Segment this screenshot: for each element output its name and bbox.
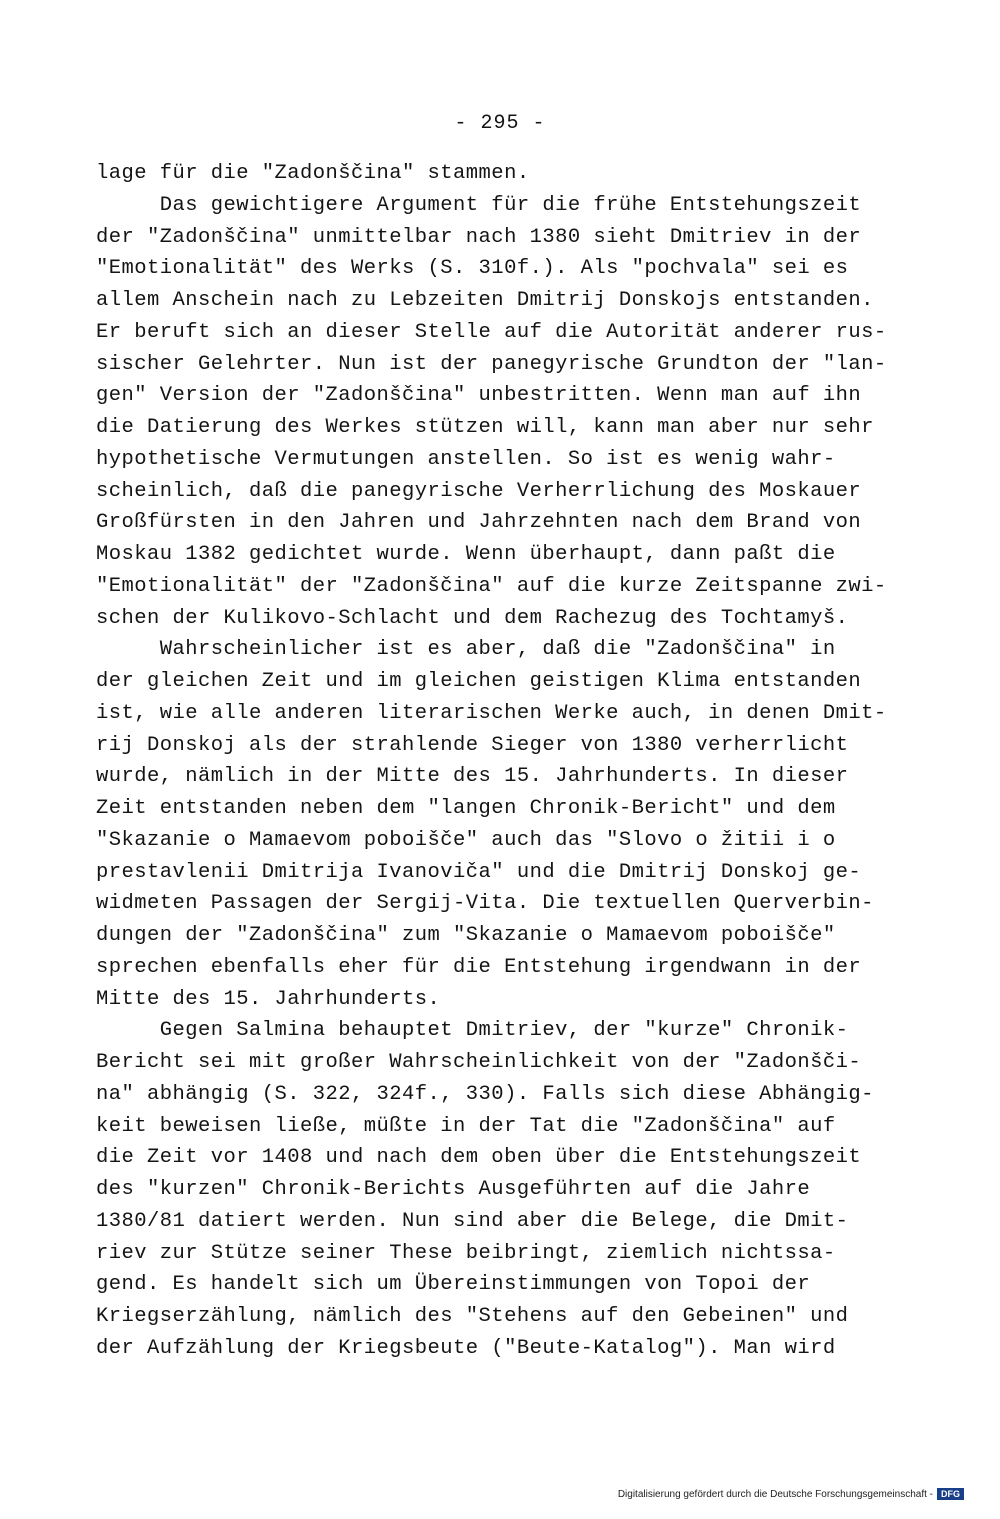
text-line: Zeit entstanden neben dem "langen Chronik-Bericht" und dem [96,797,836,820]
text-line: des "kurzen" Chronik-Berichts Ausgeführten auf die Jahre [96,1178,811,1201]
text-line: gend. Es handelt sich um Übereinstimmungen von Topoi der [96,1273,811,1297]
text-line: schen der Kulikovo-Schlacht und dem Rachezug des Tochtamyš. [96,606,849,630]
text-line: die Zeit vor 1408 und nach dem oben über die Entstehungszeit [96,1146,862,1170]
text-line: 1380/81 datiert werden. Nun sind aber die Belege, die Dmit- [96,1209,849,1233]
footer [618,1488,964,1500]
text-line: "Emotionalität" des Werks (S. 310f.). Als "pochvala" sei es [96,257,849,281]
text-line: gen" Version der "Zadonščina" unbestritten. Wenn man auf ihn [96,384,862,408]
text-line: rij Donskoj als der strahlende Sieger von 1380 verherrlicht [96,733,849,757]
text-line: hypothetische Vermutungen anstellen. So ist es wenig wahr- [96,447,836,471]
text-line: Kriegserzählung, nämlich des "Stehens auf den Gebeinen" und [96,1305,849,1328]
text-line: allem Anschein nach zu Lebzeiten Dmitrij Donskojs entstanden. [96,289,874,312]
text-line: dungen der "Zadonščina" zum "Skazanie o Mamaevom poboišče" [96,924,836,947]
text-line: keit beweisen ließe, müßte in der Tat die "Zadonščina" auf [96,1114,836,1138]
text-line: prestavlenii Dmitrija Ivanoviča" und die Dmitrij Donskoj ge- [96,860,862,884]
text-line: Wahrscheinlicher ist es aber, daß die "Zadonščina" in [96,638,836,662]
text-line: ist, wie alle anderen literarischen Werke auch, in denen Dmit- [96,701,887,725]
text-line: Moskau 1382 gedichtet wurde. Wenn überhaupt, dann paßt die [96,543,836,566]
text-line: der gleichen Zeit und im gleichen geistigen Klima entstanden [96,670,862,693]
text-line: der Aufzählung der Kriegsbeute ("Beute-Katalog"). Man wird [96,1336,836,1360]
page-number: - 295 - [454,112,546,135]
text-line: "Emotionalität" der "Zadonščina" auf die kurze Zeitspanne zwi- [96,574,887,598]
text-line: sischer Gelehrter. Nun ist der panegyrische Grundton der "lan- [96,352,887,376]
text-line: Bericht sei mit großer Wahrscheinlichkeit von der "Zadonšči- [96,1051,862,1074]
text-line: "Skazanie o Mamaevom poboišče" auch das "Slovo o žitii i o [96,828,836,852]
text-line: na" abhängig (S. 322, 324f., 330). Falls sich diese Abhängig- [96,1082,874,1106]
text-line: Er beruft sich an dieser Stelle auf die Autorität anderer rus- [96,320,887,344]
text-line: sprechen ebenfalls eher für die Entstehung irgendwann in der [96,955,862,979]
text-line: der "Zadonščina" unmittelbar nach 1380 sieht Dmitriev in der [96,225,862,249]
text-line: widmeten Passagen der Sergij-Vita. Die textuellen Querverbin- [96,892,874,916]
text-line: Großfürsten in den Jahren und Jahrzehnten nach dem Brand von [96,511,862,535]
text-line: Das gewichtigere Argument für die frühe Entstehungszeit [96,193,862,217]
text-line: Mitte des 15. Jahrhunderts. [96,987,441,1011]
text-line: wurde, nämlich in der Mitte des 15. Jahrhunderts. In dieser [96,765,849,789]
footer-credit: Digitalisierung gefördert durch die Deutsche Forschungsgemeinschaft - [617,1488,933,1500]
text-line: die Datierung des Werkes stützen will, kann man aber nur sehr [96,416,874,439]
dfg-logo: DFG [937,1488,964,1500]
text-line: riev zur Stütze seiner These beibringt, ziemlich nichtssa- [96,1241,836,1265]
text-line: scheinlich, daß die panegyrische Verherrlichung des Moskauer [96,479,862,503]
text-line: lage für die "Zadonščina" stammen. [96,162,530,185]
text-line: Gegen Salmina behauptet Dmitriev, der "kurze" Chronik- [96,1019,849,1043]
